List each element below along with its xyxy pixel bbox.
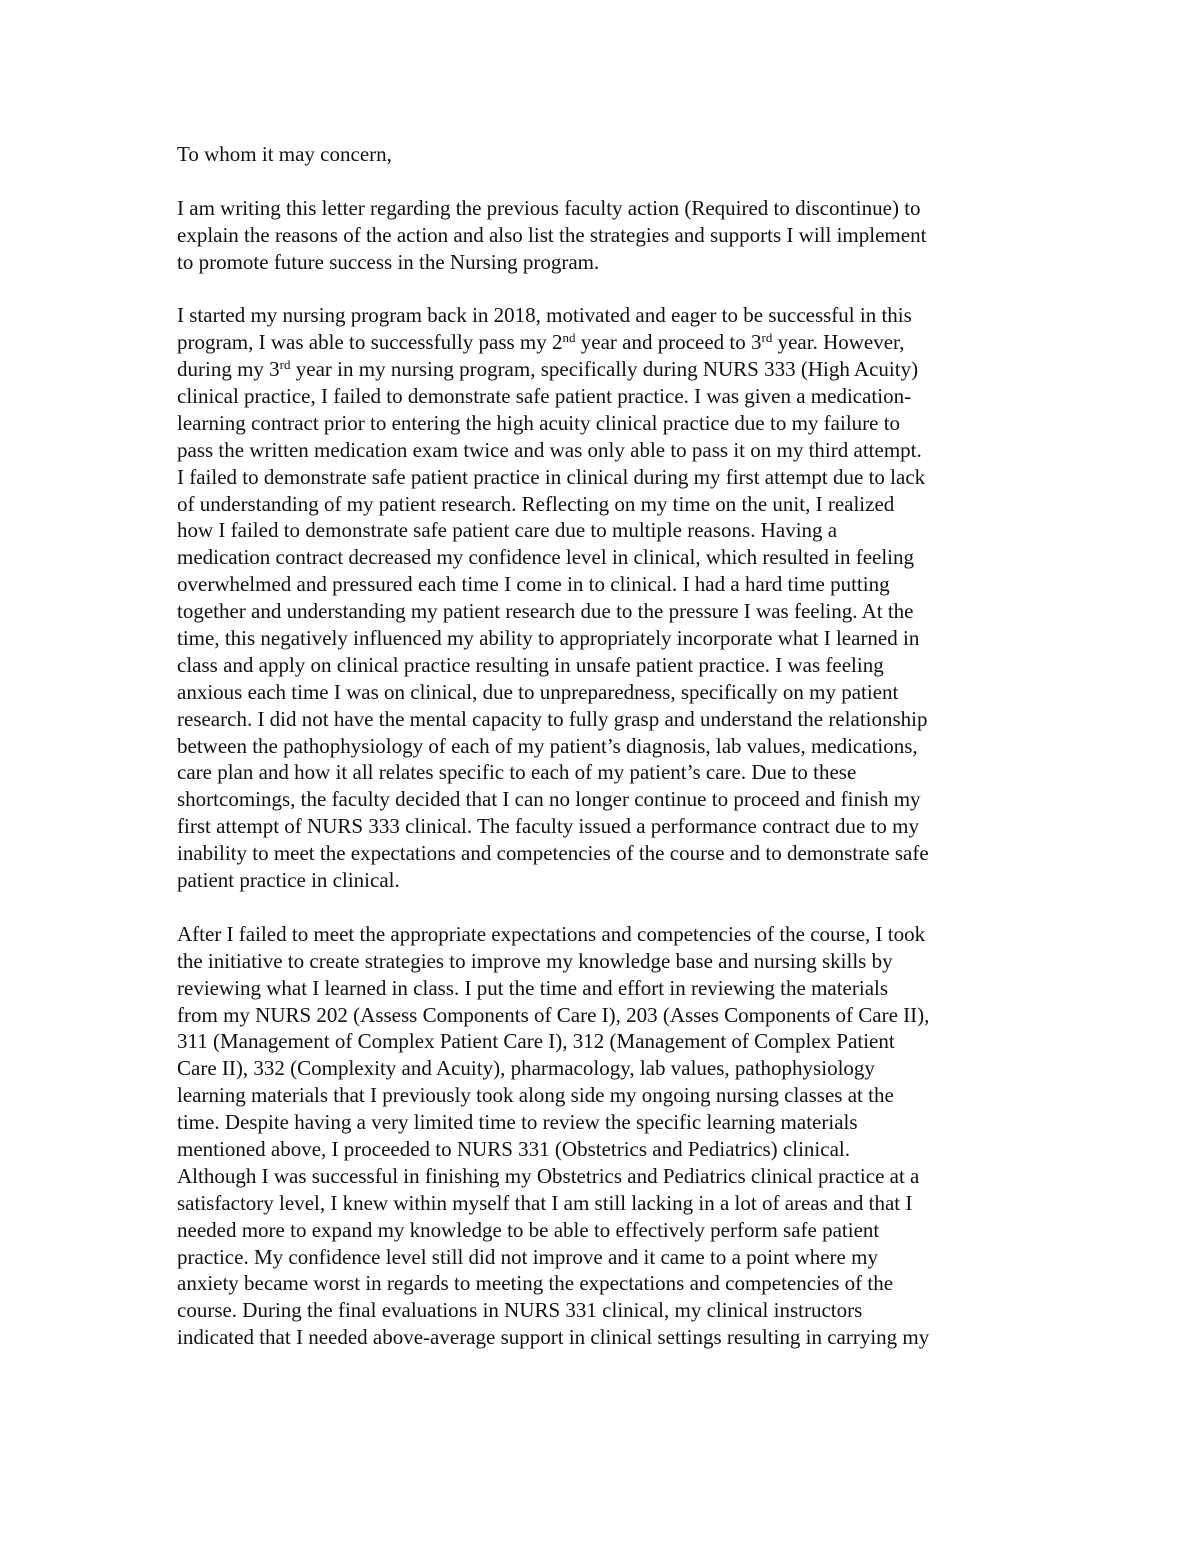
paragraph-line: inability to meet the expectations and competencies of the course and to demonstrate safe [177,841,929,866]
paragraph-line: of understanding of my patient research. Reflecting on my time on the unit, I realized [177,491,895,516]
line-text: program, I was able to successfully pass my 2 [177,330,563,355]
ordinal-suffix: rd [761,330,773,346]
paragraph-line: course. During the final evaluations in NURS 331 clinical, my clinical instructors [177,1298,863,1323]
paragraph-1 [177,195,1037,276]
paragraph-line: satisfactory level, I knew within myself that I am still lacking in a lot of areas and that I [177,1190,913,1215]
paragraph-line: time. Despite having a very limited time to review the specific learning materials [177,1110,858,1135]
paragraph-line: Although I was successful in finishing my Obstetrics and Pediatrics clinical practice at a [177,1163,920,1188]
paragraph-line: shortcomings, the faculty decided that I can no longer continue to proceed and finish my [177,787,921,812]
paragraph-line: care plan and how it all relates specific to each of my patient’s care. Due to these [177,760,857,785]
paragraph-line: research. I did not have the mental capacity to fully grasp and understand the relationship [177,706,928,731]
paragraph-line: anxious each time I was on clinical, due to unpreparedness, specifically on my patient [177,679,899,704]
paragraph-line: between the pathophysiology of each of my patient’s diagnosis, lab values, medications, [177,733,918,758]
paragraph-gap [177,894,1037,921]
paragraph-gap [177,275,1037,302]
paragraph-line: how I failed to demonstrate safe patient care due to multiple reasons. Having a [177,518,838,543]
paragraph-line: I failed to demonstrate safe patient practice in clinical during my first attempt due to lack [177,464,926,489]
paragraph-line: clinical practice, I failed to demonstrate safe patient practice. I was given a medication- [177,384,912,409]
paragraph-line: needed more to expand my knowledge to be able to effectively perform safe patient [177,1217,880,1242]
paragraph-line: indicated that I needed above-average support in clinical settings resulting in carrying my [177,1325,930,1350]
paragraph-line: to promote future success in the Nursing program. [177,249,600,274]
paragraph-line [177,356,1037,383]
paragraph-line: learning contract prior to entering the high acuity clinical practice due to my failure to [177,410,901,435]
letter-body [177,141,1037,1351]
paragraph-line: patient practice in clinical. [177,868,400,893]
paragraph-line: explain the reasons of the action and also list the strategies and supports I will implement [177,222,927,247]
paragraph-2 [177,302,1037,894]
ordinal-suffix: rd [279,357,291,373]
paragraph-line: class and apply on clinical practice resulting in unsafe patient practice. I was feeling [177,652,884,677]
paragraph-line: medication contract decreased my confidence level in clinical, which resulted in feeling [177,545,915,570]
paragraph-line: first attempt of NURS 333 clinical. The faculty issued a performance contract due to my [177,814,919,839]
paragraph-line: anxiety became worst in regards to meeting the expectations and competencies of the [177,1271,894,1296]
paragraph-line: together and understanding my patient research due to the pressure I was feeling. At the [177,599,914,624]
paragraph-gap [177,168,1037,195]
line-text: during my 3 [177,357,280,382]
paragraph-line: practice. My confidence level still did not improve and it came to a point where my [177,1244,878,1269]
paragraph-line [177,329,1037,356]
salutation: To whom it may concern, [177,142,392,166]
paragraph-line: After I failed to meet the appropriate expectations and competencies of the course, I took [177,921,926,946]
paragraph-line: pass the written medication exam twice and was only able to pass it on my third attempt. [177,437,922,462]
paragraph-line: time, this negatively influenced my ability to appropriately incorporate what I learned in [177,626,920,651]
ordinal-suffix: nd [562,330,576,346]
paragraph-line: 311 (Management of Complex Patient Care I), 312 (Management of Complex Patient [177,1029,895,1054]
paragraph-line: overwhelmed and pressured each time I come in to clinical. I had a hard time putting [177,572,890,597]
paragraph-line: mentioned above, I proceeded to NURS 331 (Obstetrics and Pediatrics) clinical. [177,1136,850,1161]
paragraph-line: I am writing this letter regarding the previous faculty action (Required to discontinue) to [177,195,921,220]
paragraph-line: reviewing what I learned in class. I put the time and effort in reviewing the materials [177,975,889,1000]
paragraph-3 [177,921,1037,1351]
line-text: year in my nursing program, specifically during NURS 333 (High Acuity) [290,357,919,382]
paragraph-line: from my NURS 202 (Assess Components of Care I), 203 (Asses Components of Care II), [177,1002,930,1027]
paragraph-line: the initiative to create strategies to improve my knowledge base and nursing skills by [177,948,893,973]
paragraph-line: learning materials that I previously took along side my ongoing nursing classes at the [177,1083,894,1108]
paragraph-line: Care II), 332 (Complexity and Acuity), pharmacology, lab values, pathophysiology [177,1056,875,1081]
line-text: year and proceed to 3 [575,330,762,355]
paragraph-line: I started my nursing program back in 2018, motivated and eager to be successful in this [177,303,912,328]
line-text: year. However, [772,330,905,355]
